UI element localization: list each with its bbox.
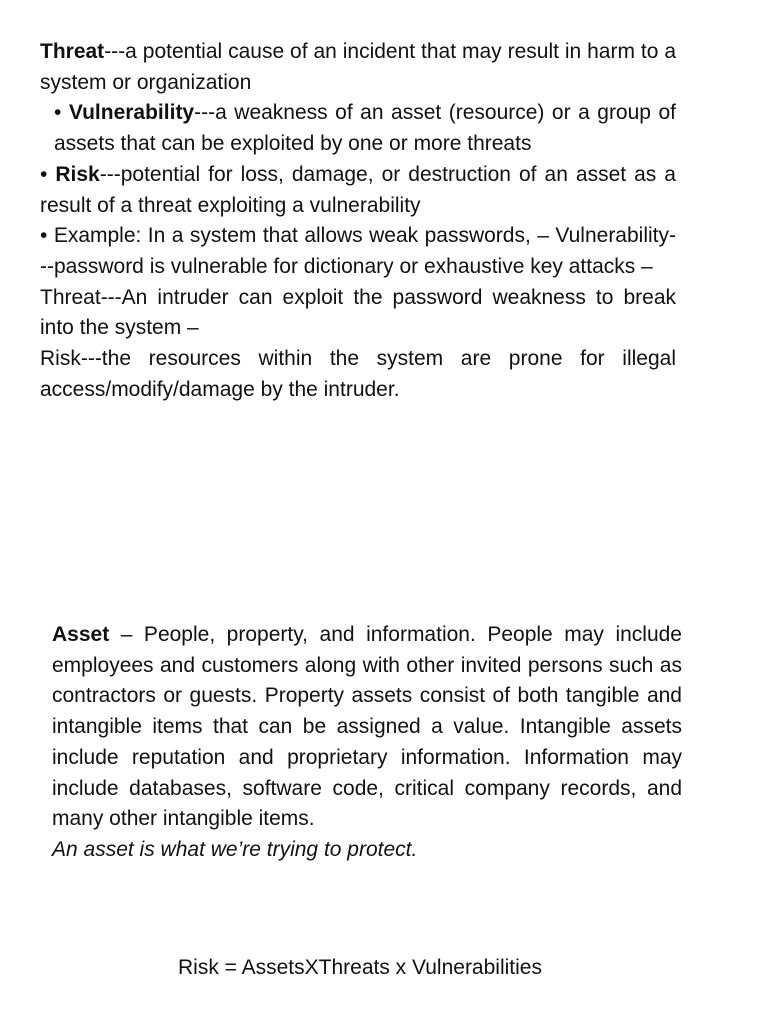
example-line2: Threat---An intruder can exploit the password weakness to break into the system – xyxy=(40,285,676,340)
example-paragraph xyxy=(40,221,676,282)
threat-text: ---a potential cause of an incident that may result in harm to a system or organization xyxy=(40,40,676,94)
asset-text: – People, property, and information. People may include employees and customers along with other invited persons such as contractors or guests. Property assets consist of both tangible and intangible items that can be assigned a value. Intangible assets include reputation and proprietary information. Information may include databases, software code, critical company records, and many other intangible items. xyxy=(52,623,682,831)
example-line1: Example: In a system that allows weak passwords, – Vulnerability---password is vulnerable for dictionary or exhaustive key attacks – xyxy=(40,224,676,278)
asset-definition xyxy=(52,620,682,835)
bullet-icon: • xyxy=(54,101,62,125)
asset-term: Asset xyxy=(52,623,110,646)
definitions-section xyxy=(40,37,676,405)
vulnerability-text: ---a weakness of an asset (resource) or a group of assets that can be exploited by one or more threats xyxy=(54,101,676,156)
asset-italic-note: An asset is what we’re trying to protect. xyxy=(52,837,418,861)
example-threat-line xyxy=(40,283,676,344)
threat-term: Threat xyxy=(40,40,105,63)
vulnerability-term: Vulnerability xyxy=(68,101,195,125)
vulnerability-definition xyxy=(40,98,676,159)
risk-definition xyxy=(40,160,676,221)
bullet-icon: • xyxy=(40,162,48,186)
risk-term: Risk xyxy=(55,162,100,186)
example-line3: Risk---the resources within the system are prone for illegal access/modify/damage by the intruder. xyxy=(40,347,676,401)
asset-section xyxy=(52,620,682,866)
threat-definition xyxy=(40,37,676,98)
risk-formula: Risk = AssetsXThreats x Vulnerabilities xyxy=(178,956,542,979)
risk-text: ---potential for loss, damage, or destruction of an asset as a result of a threat exploiting a vulnerability xyxy=(40,162,676,217)
example-risk-line xyxy=(40,344,676,405)
bullet-icon: • xyxy=(40,224,48,248)
